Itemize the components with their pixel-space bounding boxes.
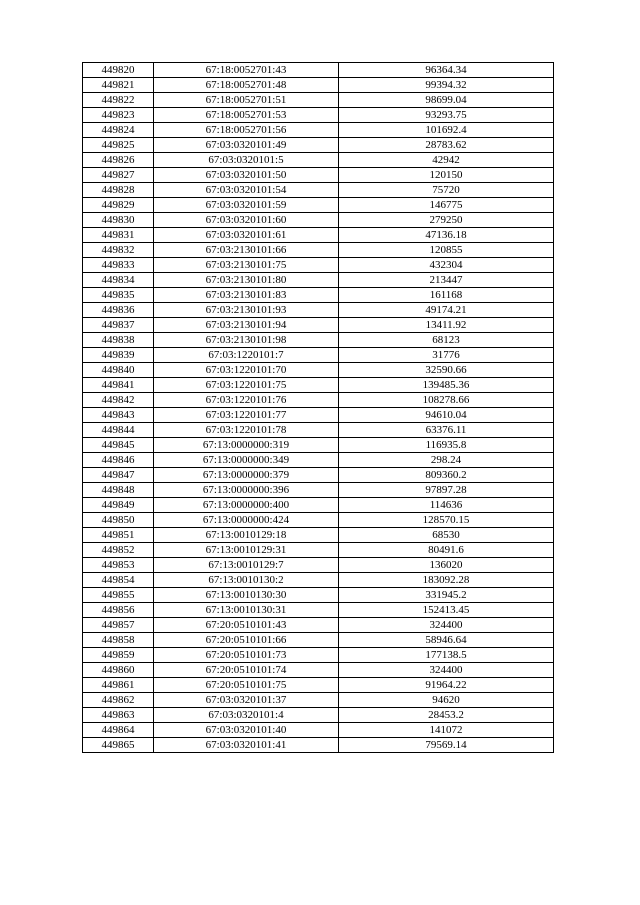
table-row [83,618,554,633]
record-number-cell: 449861 [83,678,154,693]
value-cell: 120855 [339,243,554,258]
cadastral-number-cell: 67:03:0320101:60 [154,213,339,228]
cadastral-number-cell: 67:03:1220101:7 [154,348,339,363]
cadastral-number-cell: 67:13:0000000:396 [154,483,339,498]
table-row [83,468,554,483]
table-row [83,558,554,573]
cadastral-number-cell: 67:13:0000000:424 [154,513,339,528]
cadastral-number-cell: 67:18:0052701:48 [154,78,339,93]
table-row [83,243,554,258]
value-cell: 42942 [339,153,554,168]
cadastral-number-cell: 67:03:2130101:75 [154,258,339,273]
cadastral-number-cell: 67:03:0320101:49 [154,138,339,153]
value-cell: 49174.21 [339,303,554,318]
value-cell: 101692.4 [339,123,554,138]
cadastral-number-cell: 67:13:0010130:30 [154,588,339,603]
table-row [83,483,554,498]
value-cell: 80491.6 [339,543,554,558]
value-cell: 63376.11 [339,423,554,438]
record-number-cell: 449829 [83,198,154,213]
cadastral-number-cell: 67:13:0010129:7 [154,558,339,573]
cadastral-number-cell: 67:03:1220101:76 [154,393,339,408]
table-row [83,288,554,303]
table-row [83,423,554,438]
table-row [83,213,554,228]
cadastral-number-cell: 67:03:2130101:93 [154,303,339,318]
value-cell: 91964.22 [339,678,554,693]
record-number-cell: 449832 [83,243,154,258]
table-row [83,543,554,558]
value-cell: 161168 [339,288,554,303]
table-row [83,438,554,453]
record-number-cell: 449859 [83,648,154,663]
record-number-cell: 449865 [83,738,154,753]
table-row [83,738,554,753]
table-row [83,168,554,183]
record-number-cell: 449862 [83,693,154,708]
value-cell: 98699.04 [339,93,554,108]
cadastral-number-cell: 67:13:0000000:379 [154,468,339,483]
record-number-cell: 449833 [83,258,154,273]
value-cell: 28783.62 [339,138,554,153]
record-number-cell: 449863 [83,708,154,723]
value-cell: 79569.14 [339,738,554,753]
value-cell: 68123 [339,333,554,348]
table-row [83,648,554,663]
record-number-cell: 449854 [83,573,154,588]
record-number-cell: 449841 [83,378,154,393]
table-row [83,273,554,288]
cadastral-number-cell: 67:03:0320101:59 [154,198,339,213]
cadastral-number-cell: 67:18:0052701:53 [154,108,339,123]
value-cell: 141072 [339,723,554,738]
value-cell: 28453.2 [339,708,554,723]
cadastral-number-cell: 67:20:0510101:74 [154,663,339,678]
value-cell: 93293.75 [339,108,554,123]
cadastral-number-cell: 67:03:0320101:4 [154,708,339,723]
record-number-cell: 449845 [83,438,154,453]
record-number-cell: 449857 [83,618,154,633]
value-cell: 128570.15 [339,513,554,528]
value-cell: 13411.92 [339,318,554,333]
value-cell: 298.24 [339,453,554,468]
record-number-cell: 449848 [83,483,154,498]
table-row [83,603,554,618]
table-row [83,318,554,333]
value-cell: 58946.64 [339,633,554,648]
value-cell: 177138.5 [339,648,554,663]
record-number-cell: 449820 [83,63,154,78]
cadastral-number-cell: 67:18:0052701:51 [154,93,339,108]
record-number-cell: 449821 [83,78,154,93]
table-row [83,303,554,318]
record-number-cell: 449837 [83,318,154,333]
value-cell: 96364.34 [339,63,554,78]
record-number-cell: 449844 [83,423,154,438]
value-cell: 99394.32 [339,78,554,93]
value-cell: 47136.18 [339,228,554,243]
cadastral-number-cell: 67:13:0010129:18 [154,528,339,543]
record-number-cell: 449852 [83,543,154,558]
record-number-cell: 449847 [83,468,154,483]
table-row [83,228,554,243]
record-number-cell: 449835 [83,288,154,303]
record-number-cell: 449846 [83,453,154,468]
value-cell: 108278.66 [339,393,554,408]
cadastral-number-cell: 67:13:0010129:31 [154,543,339,558]
cadastral-number-cell: 67:03:2130101:98 [154,333,339,348]
cadastral-number-cell: 67:03:2130101:80 [154,273,339,288]
registry-table-body [83,63,554,753]
record-number-cell: 449849 [83,498,154,513]
cadastral-number-cell: 67:03:0320101:41 [154,738,339,753]
value-cell: 94610.04 [339,408,554,423]
cadastral-number-cell: 67:03:0320101:37 [154,693,339,708]
record-number-cell: 449823 [83,108,154,123]
cadastral-number-cell: 67:20:0510101:75 [154,678,339,693]
record-number-cell: 449830 [83,213,154,228]
cadastral-number-cell: 67:03:2130101:83 [154,288,339,303]
cadastral-number-cell: 67:03:2130101:94 [154,318,339,333]
value-cell: 32590.66 [339,363,554,378]
table-row [83,378,554,393]
table-row [83,363,554,378]
table-row [83,498,554,513]
value-cell: 809360.2 [339,468,554,483]
value-cell: 146775 [339,198,554,213]
record-number-cell: 449843 [83,408,154,423]
table-row [83,723,554,738]
cadastral-number-cell: 67:03:1220101:70 [154,363,339,378]
cadastral-number-cell: 67:03:1220101:77 [154,408,339,423]
record-number-cell: 449856 [83,603,154,618]
cadastral-number-cell: 67:03:0320101:61 [154,228,339,243]
table-row [83,453,554,468]
table-row [83,93,554,108]
record-number-cell: 449853 [83,558,154,573]
cadastral-number-cell: 67:03:0320101:5 [154,153,339,168]
cadastral-number-cell: 67:03:0320101:54 [154,183,339,198]
value-cell: 136020 [339,558,554,573]
cadastral-number-cell: 67:13:0000000:349 [154,453,339,468]
table-row [83,663,554,678]
value-cell: 331945.2 [339,588,554,603]
table-row [83,678,554,693]
record-number-cell: 449840 [83,363,154,378]
table-row [83,78,554,93]
value-cell: 97897.28 [339,483,554,498]
cadastral-number-cell: 67:03:0320101:40 [154,723,339,738]
cadastral-number-cell: 67:20:0510101:66 [154,633,339,648]
table-row [83,693,554,708]
table-row [83,258,554,273]
record-number-cell: 449827 [83,168,154,183]
table-row [83,63,554,78]
value-cell: 68530 [339,528,554,543]
cadastral-number-cell: 67:20:0510101:43 [154,618,339,633]
value-cell: 139485.36 [339,378,554,393]
record-number-cell: 449851 [83,528,154,543]
cadastral-number-cell: 67:18:0052701:43 [154,63,339,78]
cadastral-number-cell: 67:20:0510101:73 [154,648,339,663]
value-cell: 94620 [339,693,554,708]
value-cell: 75720 [339,183,554,198]
cadastral-number-cell: 67:03:2130101:66 [154,243,339,258]
record-number-cell: 449836 [83,303,154,318]
record-number-cell: 449838 [83,333,154,348]
table-row [83,393,554,408]
table-row [83,108,554,123]
record-number-cell: 449828 [83,183,154,198]
table-row [83,198,554,213]
cadastral-number-cell: 67:03:1220101:78 [154,423,339,438]
record-number-cell: 449850 [83,513,154,528]
value-cell: 31776 [339,348,554,363]
table-row [83,513,554,528]
table-row [83,633,554,648]
table-row [83,333,554,348]
table-row [83,183,554,198]
record-number-cell: 449839 [83,348,154,363]
record-number-cell: 449864 [83,723,154,738]
record-number-cell: 449860 [83,663,154,678]
registry-table [82,62,554,753]
cadastral-number-cell: 67:13:0000000:400 [154,498,339,513]
value-cell: 183092.28 [339,573,554,588]
value-cell: 432304 [339,258,554,273]
value-cell: 324400 [339,663,554,678]
value-cell: 324400 [339,618,554,633]
record-number-cell: 449834 [83,273,154,288]
cadastral-number-cell: 67:13:0010130:31 [154,603,339,618]
record-number-cell: 449824 [83,123,154,138]
record-number-cell: 449826 [83,153,154,168]
table-row [83,153,554,168]
table-row [83,573,554,588]
value-cell: 116935.8 [339,438,554,453]
cadastral-number-cell: 67:13:0010130:2 [154,573,339,588]
table-row [83,708,554,723]
record-number-cell: 449822 [83,93,154,108]
table-row [83,528,554,543]
value-cell: 114636 [339,498,554,513]
record-number-cell: 449842 [83,393,154,408]
record-number-cell: 449855 [83,588,154,603]
table-row [83,123,554,138]
cadastral-number-cell: 67:18:0052701:56 [154,123,339,138]
value-cell: 120150 [339,168,554,183]
value-cell: 213447 [339,273,554,288]
table-row [83,138,554,153]
cadastral-number-cell: 67:03:0320101:50 [154,168,339,183]
table-row [83,408,554,423]
cadastral-number-cell: 67:13:0000000:319 [154,438,339,453]
record-number-cell: 449825 [83,138,154,153]
record-number-cell: 449858 [83,633,154,648]
value-cell: 279250 [339,213,554,228]
cadastral-number-cell: 67:03:1220101:75 [154,378,339,393]
table-row [83,588,554,603]
record-number-cell: 449831 [83,228,154,243]
value-cell: 152413.45 [339,603,554,618]
table-row [83,348,554,363]
